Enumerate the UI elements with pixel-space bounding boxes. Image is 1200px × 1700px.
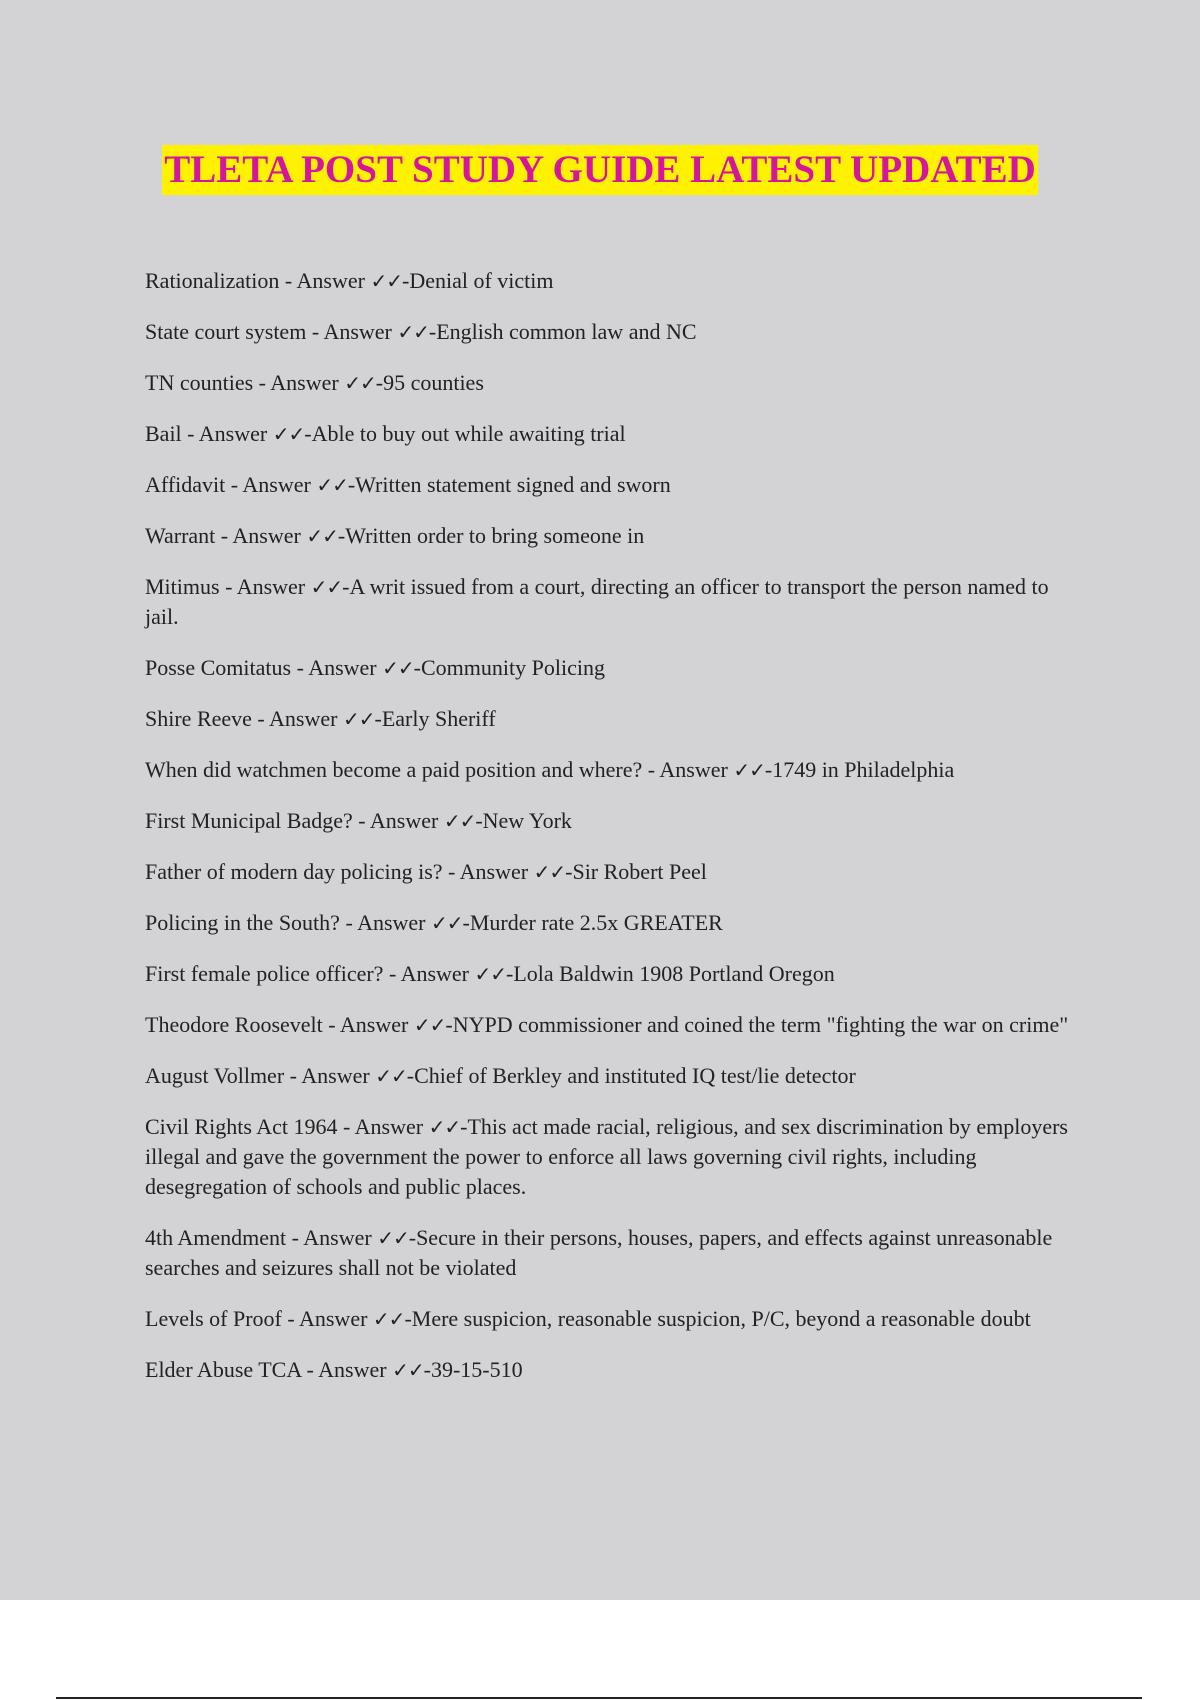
answer-label: Answer [323,319,392,344]
answer-label: Answer [369,808,439,833]
title-wrapper [0,145,1200,195]
answer-label: Answer [296,268,365,293]
qa-answer: NYPD commissioner and coined the term "fighting the war on crime" [452,1012,1069,1037]
answer-label: Answer [339,1012,409,1037]
answer-label: Answer [459,859,529,884]
qa-item: Warrant - Answer ✓✓-Written order to bring someone in [145,523,645,548]
double-check-icon: ✓✓ [397,320,429,344]
qa-item: Bail - Answer ✓✓-Able to buy out while awaiting trial [145,421,626,446]
qa-term: 4th Amendment [145,1225,287,1250]
qa-answer: Denial of victim [409,268,554,293]
qa-item: Affidavit - Answer ✓✓-Written statement signed and sworn [145,472,671,497]
qa-item: Theodore Roosevelt - Answer ✓✓-NYPD commissioner and coined the term "fighting the war on crime" [145,1012,1069,1037]
double-check-icon: ✓✓ [413,1013,446,1037]
qa-answer: 1749 in Philadelphia [772,757,955,782]
answer-label: Answer [318,1357,387,1382]
double-check-icon: ✓✓ [370,269,402,293]
double-check-icon: ✓✓ [428,1115,461,1139]
answer-label: Answer [270,370,339,395]
answer-label: Answer [308,655,377,680]
qa-answer: Written order to bring someone in [345,523,645,548]
qa-term: Bail [145,421,182,446]
qa-term: Theodore Roosevelt [145,1012,323,1037]
double-check-icon: ✓✓ [443,809,476,833]
qa-item: Rationalization - Answer ✓✓-Denial of victim [145,268,554,293]
qa-answer: Secure in their persons, houses, papers, and effects against unreasonable searches and seizures shall not be violated [145,1225,1053,1280]
document-title: TLETA POST STUDY GUIDE LATEST UPDATED [162,145,1038,195]
double-check-icon: ✓✓ [431,911,463,935]
double-check-icon: ✓✓ [382,656,414,680]
qa-item: Mitimus - Answer ✓✓-A writ issued from a court, directing an officer to transport the person named to jail. [145,574,1049,629]
answer-label: Answer [659,757,728,782]
qa-answer: English common law and NC [436,319,697,344]
answer-label: Answer [354,1114,424,1139]
qa-answer: Sir Robert Peel [572,859,707,884]
qa-item: Elder Abuse TCA - Answer ✓✓-39-15-510 [145,1357,523,1382]
answer-label: Answer [242,472,311,497]
double-check-icon: ✓✓ [316,473,348,497]
qa-term: Mitimus [145,574,220,599]
qa-term: Rationalization [145,268,280,293]
double-check-icon: ✓✓ [375,1064,407,1088]
qa-answer: Written statement signed and sworn [355,472,671,497]
qa-item: First female police officer? - Answer ✓✓-Lola Baldwin 1908 Portland Oregon [145,961,835,986]
qa-item: August Vollmer - Answer ✓✓-Chief of Berkley and instituted IQ test/lie detector [145,1063,856,1088]
qa-term: Father of modern day policing is? [145,859,443,884]
double-check-icon: ✓✓ [306,524,338,548]
qa-answer: Community Policing [420,655,605,680]
qa-item: 4th Amendment - Answer ✓✓-Secure in their persons, houses, papers, and effects against unreasonable searches and seizures shall not be violated [145,1225,1053,1280]
qa-answer: Able to buy out while awaiting trial [311,421,626,446]
double-check-icon: ✓✓ [733,758,765,782]
double-check-icon: ✓✓ [310,575,343,599]
double-check-icon: ✓✓ [377,1226,409,1250]
double-check-icon: ✓✓ [392,1358,424,1382]
qa-answer: Chief of Berkley and instituted IQ test/lie detector [414,1063,856,1088]
qa-term: Affidavit [145,472,226,497]
qa-answer: Mere suspicion, reasonable suspicion, P/C, beyond a reasonable doubt [411,1306,1031,1331]
double-check-icon: ✓✓ [372,1307,405,1331]
qa-item: TN counties - Answer ✓✓-95 counties [145,370,484,395]
double-check-icon: ✓✓ [342,707,375,731]
qa-answer: A writ issued from a court, directing an officer to transport the person named to jail. [145,574,1049,629]
qa-item: State court system - Answer ✓✓-English common law and NC [145,319,697,344]
qa-item: When did watchmen become a paid position and where? - Answer ✓✓-1749 in Philadelphia [145,757,955,782]
qa-term: Levels of Proof [145,1306,282,1331]
qa-item: Policing in the South? - Answer ✓✓-Murder rate 2.5x GREATER [145,910,723,935]
qa-answer: Early Sheriff [381,706,496,731]
qa-answer: This act made racial, religious, and sex discrimination by employers illegal and gave the government the power to enforce all laws governing civil rights, including desegregation of schools and public places. [145,1114,1068,1199]
answer-label: Answer [400,961,469,986]
qa-term: When did watchmen become a paid position and where? [145,757,643,782]
answer-label: Answer [303,1225,372,1250]
qa-term: Posse Comitatus [145,655,292,680]
qa-term: Warrant [145,523,216,548]
qa-answer: Lola Baldwin 1908 Portland Oregon [513,961,835,986]
double-check-icon: ✓✓ [533,860,566,884]
qa-answer: 39-15-510 [430,1357,523,1382]
qa-term: First Municipal Badge? [145,808,353,833]
qa-term: TN counties [145,370,254,395]
qa-term: First female police officer? [145,961,384,986]
answer-label: Answer [269,706,338,731]
qa-term: Policing in the South? [145,910,340,935]
qa-item: Father of modern day policing is? - Answer ✓✓-Sir Robert Peel [145,859,707,884]
answer-label: Answer [232,523,301,548]
qa-term: Shire Reeve [145,706,252,731]
answer-label: Answer [236,574,306,599]
qa-item: First Municipal Badge? - Answer ✓✓-New York [145,808,572,833]
qa-answer: New York [482,808,572,833]
qa-answer: 95 counties [383,370,484,395]
double-check-icon: ✓✓ [272,422,305,446]
qa-list [145,266,1075,1406]
qa-term: August Vollmer [145,1063,285,1088]
qa-item: Levels of Proof - Answer ✓✓-Mere suspicion, reasonable suspicion, P/C, beyond a reasonable doubt [145,1306,1031,1331]
qa-term: Elder Abuse TCA [145,1357,302,1382]
qa-item: Civil Rights Act 1964 - Answer ✓✓-This act made racial, religious, and sex discrimination by employers illegal and gave the government the power to enforce all laws governing civil rights, including desegregation of schools and public places. [145,1114,1068,1199]
qa-item: Shire Reeve - Answer ✓✓-Early Sheriff [145,706,496,731]
answer-label: Answer [357,910,426,935]
answer-label: Answer [298,1306,368,1331]
footer-divider [56,1697,1142,1699]
double-check-icon: ✓✓ [474,962,507,986]
double-check-icon: ✓✓ [344,371,376,395]
answer-label: Answer [198,421,268,446]
qa-term: Civil Rights Act 1964 [145,1114,338,1139]
qa-answer: Murder rate 2.5x GREATER [469,910,723,935]
qa-term: State court system [145,319,307,344]
answer-label: Answer [301,1063,370,1088]
qa-item: Posse Comitatus - Answer ✓✓-Community Policing [145,655,605,680]
